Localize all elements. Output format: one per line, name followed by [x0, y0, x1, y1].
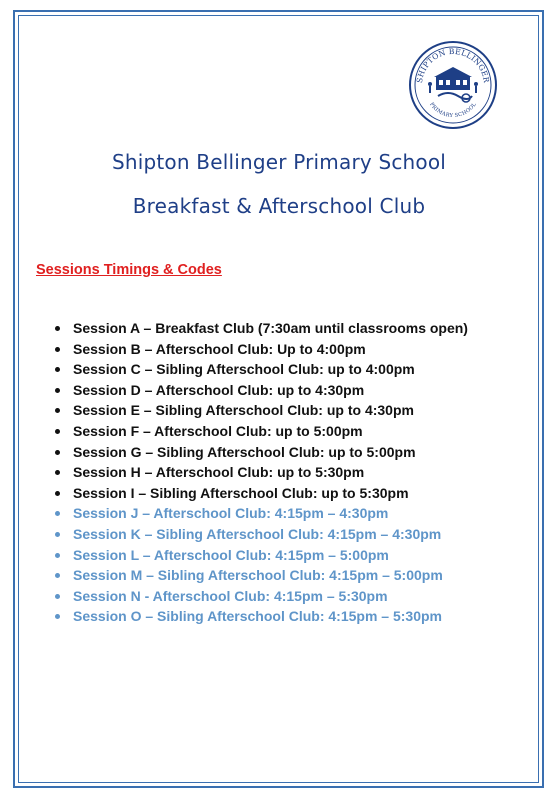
session-text: Session K – Sibling Afterschool Club: 4:15pm – 4:30pm	[73, 525, 442, 542]
bullet-icon	[55, 388, 60, 393]
list-item	[52, 545, 468, 566]
bullet-icon	[55, 511, 60, 516]
session-text: Session C – Sibling Afterschool Club: up to 4:00pm	[73, 361, 415, 378]
list-item	[52, 442, 468, 463]
list-item	[52, 524, 468, 545]
logo-arc-top-text: SHIPTON BELLINGER	[415, 46, 492, 84]
session-text: Session I – Sibling Afterschool Club: up to 5:30pm	[73, 484, 409, 501]
bullet-icon	[55, 614, 60, 619]
session-text: Session E – Sibling Afterschool Club: up to 4:30pm	[73, 402, 414, 419]
bullet-icon	[55, 408, 60, 413]
school-logo	[408, 40, 498, 130]
bullet-icon	[55, 573, 60, 578]
session-text: Session N - Afterschool Club: 4:15pm – 5:30pm	[73, 587, 388, 604]
list-item	[52, 503, 468, 524]
logo-arc-bottom-text: PRIMARY SCHOOL	[428, 101, 478, 120]
bullet-icon	[55, 553, 60, 558]
session-text: Session F – Afterschool Club: up to 5:00pm	[73, 422, 363, 439]
bullet-icon	[55, 367, 60, 372]
list-item	[52, 586, 468, 607]
session-text: Session O – Sibling Afterschool Club: 4:15pm – 5:30pm	[73, 608, 443, 625]
list-item	[52, 318, 468, 339]
bullet-icon	[55, 429, 60, 434]
list-item	[52, 606, 468, 627]
bullet-icon	[55, 532, 60, 537]
sessions-list	[52, 318, 468, 627]
session-text: Session L – Afterschool Club: 4:15pm – 5:00pm	[73, 546, 389, 563]
session-text: Session A – Breakfast Club (7:30am until classrooms open)	[73, 320, 468, 336]
bullet-icon	[55, 491, 60, 496]
list-item	[52, 359, 468, 380]
section-heading: Sessions Timings & Codes	[36, 262, 222, 278]
session-text: Session M – Sibling Afterschool Club: 4:15pm – 5:00pm	[73, 567, 443, 584]
list-item	[52, 565, 468, 586]
list-item	[52, 400, 468, 421]
session-text: Session J – Afterschool Club: 4:15pm – 4:30pm	[73, 505, 389, 522]
bullet-icon	[55, 347, 60, 352]
list-item	[52, 339, 468, 360]
school-logo-emblem	[408, 40, 498, 130]
session-text: Session B – Afterschool Club: Up to 4:00pm	[73, 340, 366, 357]
school-name-title: Shipton Bellinger Primary School	[111, 150, 447, 174]
list-item	[52, 483, 468, 504]
session-text: Session H – Afterschool Club: up to 5:30pm	[73, 464, 365, 481]
club-name-title: Breakfast & Afterschool Club	[132, 194, 426, 218]
session-text: Session G – Sibling Afterschool Club: up to 5:00pm	[73, 443, 416, 460]
list-item	[52, 380, 468, 401]
list-item	[52, 462, 468, 483]
bullet-icon	[55, 326, 60, 331]
bullet-icon	[55, 594, 60, 599]
bullet-icon	[55, 470, 60, 475]
bullet-icon	[55, 450, 60, 455]
list-item	[52, 421, 468, 442]
session-text: Session D – Afterschool Club: up to 4:30pm	[73, 381, 365, 398]
